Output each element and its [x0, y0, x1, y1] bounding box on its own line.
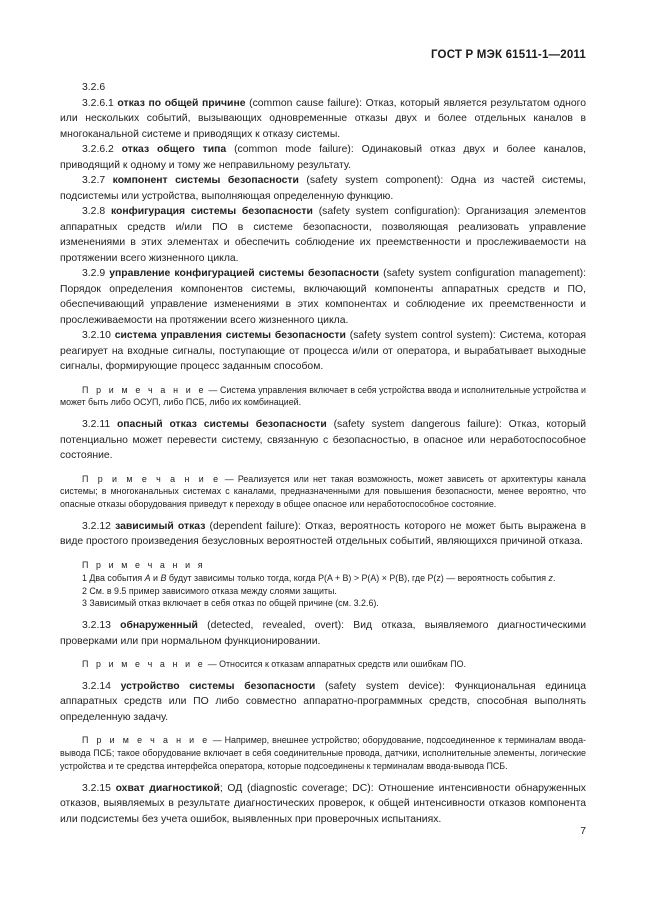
section-3-2-10	[60, 328, 586, 375]
note-2: 2 См. в 9.5 пример зависимого отказа между слоями защиты.	[82, 585, 337, 596]
definition-text: (safety system control system): Система, которая реагирует на входные сигналы, поступающие от процесса и/или от оператора, и вырабатывает выходные сигналы, формирующие процесс заданным способом.	[60, 330, 586, 372]
section-3-2-7	[60, 173, 586, 204]
section-number: 3.2.9	[82, 268, 106, 279]
section-number: 3.2.6	[82, 82, 106, 93]
definition-text: (safety system device): Функциональная единица аппаратных средств или ПО либо совместно аппаратно-программных средств, способная выполнять определенную задачу.	[60, 680, 587, 723]
term: управление конфигурацией системы безопасности	[109, 268, 380, 279]
definition-text: (detected, revealed, overt): Вид отказа, выявляемого диагностическими проверками или при нормальном функционировании.	[60, 620, 587, 647]
section-3-2-11	[60, 417, 586, 464]
page-number: 7	[580, 826, 586, 837]
section-3-2-9	[60, 266, 586, 328]
notes-3-2-12	[60, 559, 586, 610]
section-3-2-14	[60, 679, 586, 726]
note-3-2-13	[60, 658, 586, 671]
term: опасный отказ системы безопасности	[116, 419, 327, 431]
note-text: — Реализуется или нет такая возможность, может зависеть от архитектуры канала системы; в многоканальных системах с каналами, предназначенными для повышения безопасности, менее вероятно, что опасные отказы оборудования приведут к переходу в общее опасное или неработоспособное состояние.	[60, 473, 586, 510]
term: конфигурация системы безопасности	[110, 206, 313, 217]
section-number: 3.2.12	[82, 520, 111, 532]
note-text: — Например, внешнее устройство; оборудование, подсоединенное к терминалам ввода-вывода ПСБ; такое оборудование включает в себя соединительные провода, датчики, исполнительные элементы, логические устройства и те средства интерфейса оператора, которые подсоединены к терминалам ввода-вывода ПСБ.	[60, 735, 586, 772]
term: система управления системы безопасности	[114, 330, 346, 341]
section-3-2-6-1	[60, 96, 586, 143]
section-3-2-12	[60, 519, 586, 550]
section-3-2-15	[60, 781, 586, 828]
definition-text: (safety system component): Одна из частей системы, подсистемы или устройства, выполняющая определенную функцию.	[60, 175, 586, 202]
definition-text: (safety system dangerous failure): Отказ, который потенциально может перевести систему, связанную с безопасностью, в опасное или неработоспособное состояние.	[60, 419, 587, 462]
section-3-2-8	[60, 204, 586, 266]
note-3-2-11	[60, 473, 586, 511]
section-number: 3.2.14	[82, 680, 111, 692]
section-3-2-13	[60, 618, 586, 649]
section-number: 3.2.7	[82, 175, 106, 186]
note-3-2-14	[60, 734, 586, 772]
definition-text: (dependent failure): Отказ, вероятность которого не может быть выражена в виде простого произведения безусловных вероятностей отдельных событий, являющихся причиной отказа.	[60, 520, 587, 548]
term: компонент системы безопасности	[112, 175, 299, 186]
note-3: 3 Зависимый отказ включает в себя отказ по общей причине (см. 3.2.6).	[82, 598, 379, 609]
note-1: 1 Два события A и B будут зависимы только тогда, когда P(A + B) > P(A) × P(B), где P(z) — вероятность события z.	[82, 572, 556, 583]
definition-text: (safety system configuration management): Порядок определения компонентов системы, включающий компоненты аппаратных средств и ПО, обеспечивающий управление изменениями в этих компонентах и соблюдение их преемственности и прослеживаемости на протяжении всего жизненного цикла.	[60, 268, 586, 326]
term: охват диагностикой	[115, 782, 220, 794]
note-label: П р и м е ч а н и е	[82, 735, 210, 746]
section-number: 3.2.6.1	[82, 97, 114, 109]
definition-text: ; ОД (diagnostic coverage; DC): Отношение интенсивности обнаруженных отказов, выявляемых в результате диагностических проверок, к общей интенсивности отказов компонента или подсистемы без учета ошибок, выявленных при проверочных испытаниях.	[60, 782, 586, 825]
document-body	[60, 80, 586, 827]
definition-text: (common cause failure): Отказ, который является результатом одного или нескольких событий, вызывающих одновременные отказы двух и более отдельных каналов в многоканальной системе и приводящих к отказу системы.	[60, 97, 587, 140]
section-number: 3.2.15	[82, 782, 111, 794]
term: обнаруженный	[120, 620, 198, 632]
section-number: 3.2.10	[82, 330, 111, 341]
note-label: П р и м е ч а н и е	[82, 473, 221, 484]
document-header: ГОСТ Р МЭК 61511-1—2011	[430, 49, 586, 61]
note-label: П р и м е ч а н и е	[82, 659, 206, 670]
term: отказ общего типа	[121, 144, 227, 155]
term: устройство системы безопасности	[120, 680, 316, 692]
section-number: 3.2.11	[82, 419, 111, 431]
section-number: 3.2.6.2	[82, 144, 114, 155]
note-text: — Относится к отказам аппаратных средств или ошибкам ПО.	[205, 659, 466, 670]
definition-text: (safety system configuration): Организация элементов аппаратных средств и/или ПО в системе безопасности, позволяющая реализовать управление изменениями в этих элементах и обеспечить соблюдение их преемственности и прослеживаемости на протяжении всего жизненного цикла.	[60, 206, 586, 264]
term: отказ по общей причине	[117, 97, 246, 109]
probability-formula: P(A + B) > P(A) × P(B)	[318, 572, 408, 583]
note-3-2-10	[60, 384, 586, 410]
section-number: 3.2.13	[82, 620, 111, 632]
section-number: 3.2.8	[82, 206, 106, 217]
note-label: П р и м е ч а н и е	[82, 384, 206, 395]
term: зависимый отказ	[115, 520, 206, 532]
section-3-2-6-2	[60, 142, 586, 173]
notes-label: П р и м е ч а н и я	[82, 559, 206, 570]
note-text: — Система управления включает в себя устройства ввода и исполнительные устройства и может быть либо ОСУП, либо ПСБ, либо их комбинацией.	[60, 384, 586, 408]
section-3-2-6	[60, 80, 586, 96]
definition-text: (common mode failure): Одинаковый отказ двух и более каналов, приводящий к одному и тому же неправильному результату.	[60, 144, 587, 171]
